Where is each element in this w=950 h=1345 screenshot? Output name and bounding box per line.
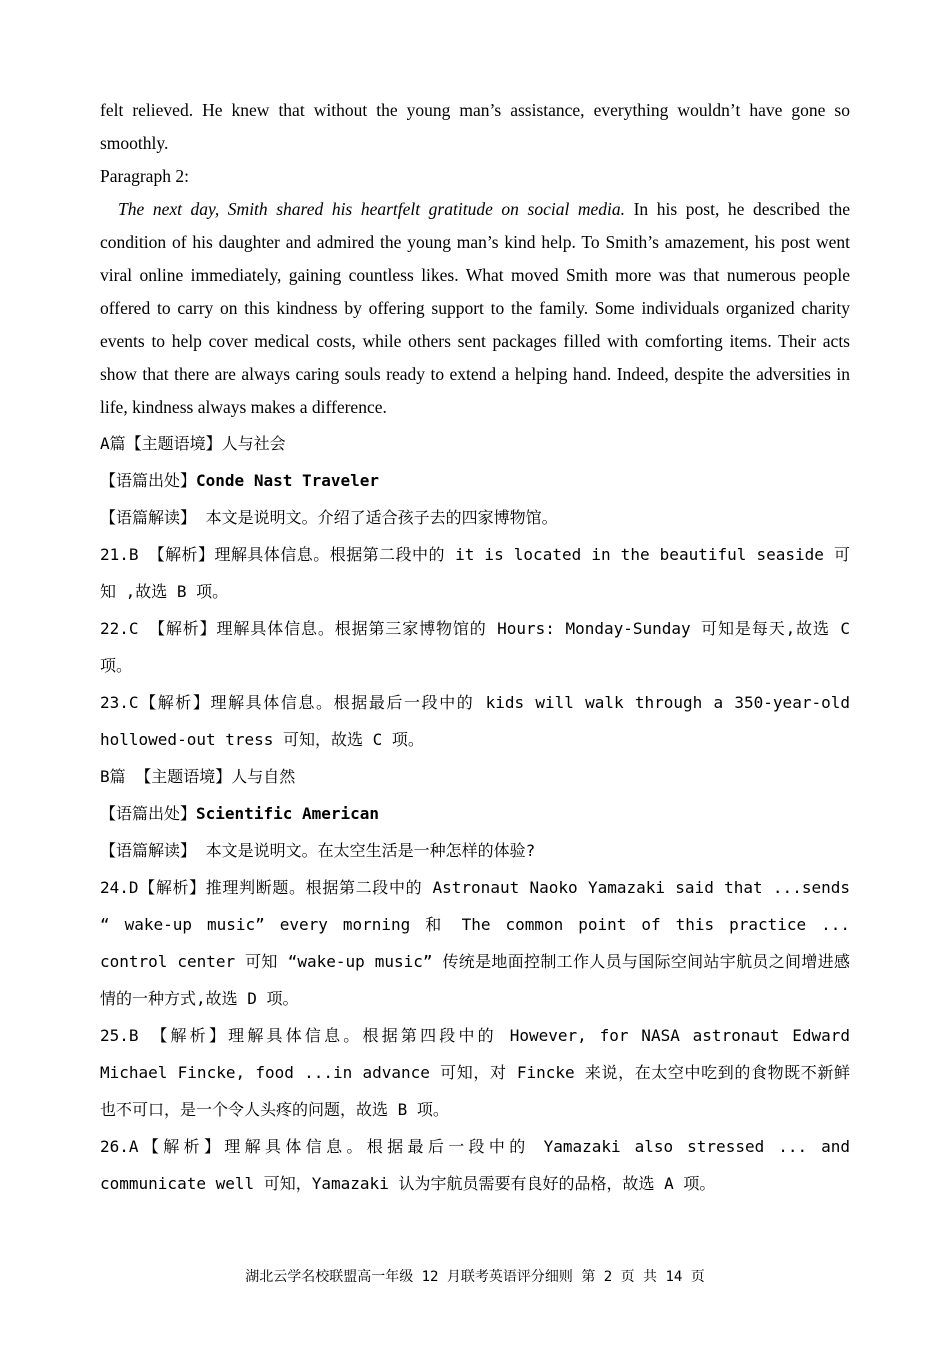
answer-26: 26.A【解析】理解具体信息。根据最后一段中的 Yamazaki also stressed ... and communicate well 可知，Yamazaki 认为宇航员需要有良好的品格，故选 A 项。 [100, 1137, 850, 1193]
section-a-reading: 【语篇解读】 本文是说明文。介绍了适合孩子去的四家博物馆。 [100, 508, 558, 527]
section-b-title: B篇 【主题语境】人与自然 [100, 767, 296, 786]
paragraph-2-opening: The next day, Smith shared his heartfelt gratitude on social media. [118, 199, 626, 219]
paragraph-2-text: In his post, he described the condition of his daughter and admired the young man’s kind help. To Smith’s amazement, his post went viral online immediately, gaining countless likes. What moved Smith more was that numerous people offered to carry on this kindness by offering support to the family. Some individuals organized charity events to help cover medical costs, while others sent packages filled with comforting items. Their acts show that there are always caring souls ready to extend a helping hand. Indeed, despite the adversities in life, kindness always makes a difference. [100, 199, 850, 417]
section-b-reading: 【语篇解读】 本文是说明文。在太空生活是一种怎样的体验? [100, 841, 536, 860]
answer-21: 21.B 【解析】理解具体信息。根据第二段中的 it is located in the beautiful seaside 可知 ,故选 B 项。 [100, 545, 850, 601]
document-body [100, 94, 850, 1202]
paragraph-1-end: felt relieved. He knew that without the young man’s assistance, everything wouldn’t have gone so smoothly. [100, 100, 850, 153]
answer-23: 23.C【解析】理解具体信息。根据最后一段中的 kids will walk through a 350-year-old hollowed-out tress 可知，故选 C 项。 [100, 693, 850, 749]
answer-25: 25.B 【解析】理解具体信息。根据第四段中的 However, for NASA astronaut Edward Michael Fincke, food ...in advance 可知，对 Fincke 来说，在太空中吃到的食物既不新鲜也不可口，是一个令人头疼的问题，故选 B 项。 [100, 1026, 850, 1119]
section-a-title: A篇【主题语境】人与社会 [100, 434, 286, 453]
answer-24: 24.D【解析】推理判断题。根据第二段中的 Astronaut Naoko Yamazaki said that ...sends “ wake-up music” every morning 和 The common point of this practice ... control center 可知 “wake-up music” 传统是地面控制工作人员与国际空间站宇航员之间增进感情的一种方式,故选 D 项。 [100, 878, 850, 1008]
section-b-source-name: Scientific American [196, 804, 380, 823]
section-b-source: 【语篇出处】Scientific American [100, 804, 380, 823]
answer-22: 22.C 【解析】理解具体信息。根据第三家博物馆的 Hours: Monday-Sunday 可知是每天,故选 C 项。 [100, 619, 850, 675]
page-footer: 湖北云学名校联盟高一年级 12 月联考英语评分细则 第 2 页 共 14 页 [245, 1269, 705, 1285]
paragraph-2 [100, 193, 850, 424]
paragraph-2-label: Paragraph 2: [100, 166, 189, 186]
section-a-source: 【语篇出处】Conde Nast Traveler [100, 471, 380, 490]
section-a-source-name: Conde Nast Traveler [196, 471, 380, 490]
